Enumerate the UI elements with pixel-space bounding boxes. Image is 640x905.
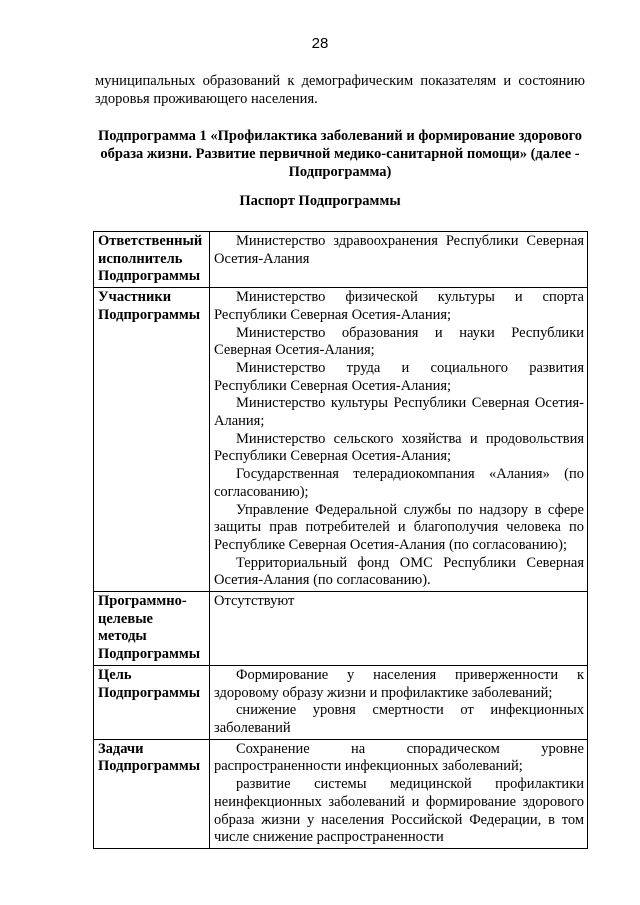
label-line: Задачи	[98, 740, 144, 757]
value-paragraph: Министерство здравоохранения Республики Северная Осетия-Алания	[214, 233, 584, 267]
value-paragraph: Управление Федеральной службы по надзору в сфере защиты прав потребителей и благополучия человека по Республике Северная Осетия-Алания (по согласованию);	[214, 501, 584, 553]
value-paragraph: Формирование у населения приверженности к здоровому образу жизни и профилактике заболеваний;	[214, 666, 584, 701]
passport-table	[93, 231, 588, 849]
row-label	[94, 288, 210, 592]
value-paragraph: Отсутствуют	[214, 593, 295, 610]
row-value	[210, 288, 588, 592]
value-paragraph: Сохранение на спорадическом уровне распространенности инфекционных заболеваний;	[214, 740, 584, 775]
row-value	[210, 232, 588, 288]
value-paragraph: Министерство труда и социального развития Республики Северная Осетия-Алания;	[214, 359, 584, 394]
value-paragraph: Министерство физической культуры и спорта Республики Северная Осетия-Алания;	[214, 289, 584, 323]
value-paragraph: Министерство образования и науки Республики Северная Осетия-Алания;	[214, 324, 584, 359]
label-line: Подпрограммы	[98, 684, 201, 701]
label-line: Участники	[98, 289, 172, 306]
label-line: Подпрограммы	[98, 758, 201, 775]
row-value	[210, 592, 588, 666]
value-paragraph: развитие системы медицинской профилактики неинфекционных заболеваний и формирование здорового образа жизни у населения Российской Федерации, в том числе снижение распространенности	[214, 776, 584, 846]
row-label	[94, 739, 210, 848]
subprogram-heading: Подпрограмма 1 «Профилактика заболеваний и формирование здорового образа жизни. Развитие первичной медико-санитарной помощи» (далее - Подпрограмма)	[97, 128, 583, 180]
label-line: Подпрограммы	[98, 306, 201, 323]
table-row	[94, 288, 588, 592]
value-paragraph: Государственная телерадиокомпания «Алания» (по согласованию);	[214, 466, 584, 500]
label-line: исполнитель	[98, 250, 183, 267]
value-paragraph: Министерство сельского хозяйства и продовольствия Республики Северная Осетия-Алания;	[214, 430, 584, 465]
table-row	[94, 665, 588, 739]
label-line: Ответственный	[98, 233, 203, 249]
table-row	[94, 592, 588, 666]
label-line: Подпрограммы	[98, 646, 201, 663]
value-paragraph: Министерство культуры Республики Северная Осетия-Алания;	[214, 395, 584, 430]
table-row	[94, 739, 588, 848]
row-label	[94, 592, 210, 666]
label-line: Программно-	[98, 593, 187, 610]
passport-title: Паспорт Подпрограммы	[239, 193, 401, 209]
label-line: Подпрограммы	[98, 268, 201, 285]
value-paragraph: Территориальный фонд ОМС Республики Северная Осетия-Алания (по согласованию).	[214, 554, 584, 589]
row-label	[94, 665, 210, 739]
page-number: 28	[311, 35, 329, 52]
label-line: методы	[98, 628, 147, 645]
row-value	[210, 665, 588, 739]
value-paragraph: снижение уровня смертности от инфекционных заболеваний	[214, 702, 584, 736]
label-line: целевые	[98, 610, 153, 627]
table-row	[94, 232, 588, 288]
label-line: Цель	[98, 666, 132, 683]
intro-paragraph: муниципальных образований к демографическим показателям и состоянию здоровья проживающего населения.	[95, 73, 585, 107]
row-label	[94, 232, 210, 288]
row-value	[210, 739, 588, 848]
